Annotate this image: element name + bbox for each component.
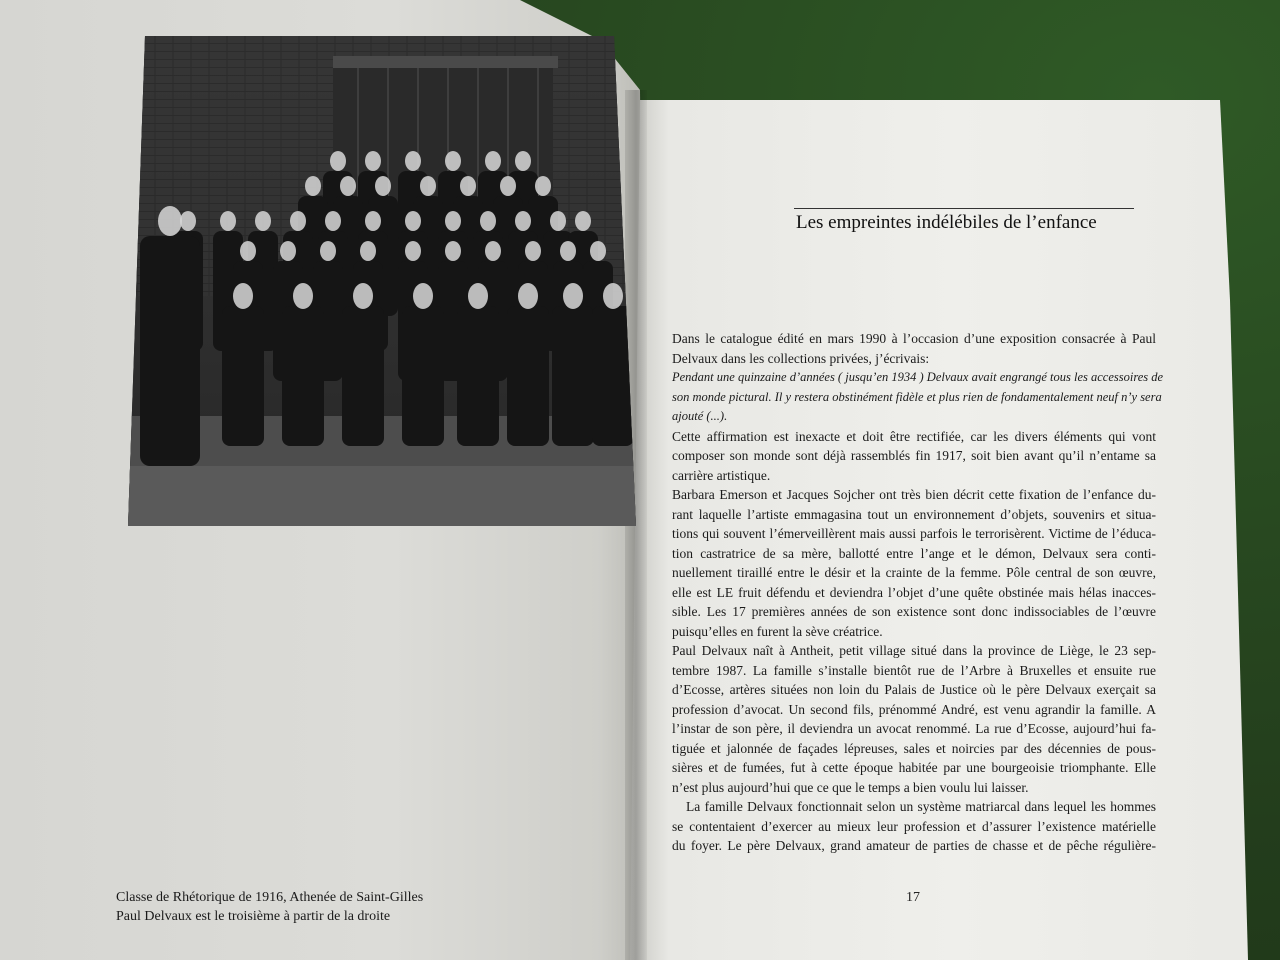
person-face	[480, 211, 496, 231]
text-line: composer son monde sont déjà rassemblés fin 1917, soit bien avant qu’il n’entame sa	[672, 448, 1156, 463]
person-face	[468, 283, 488, 309]
text-line: Cette affirmation est inexacte et doit être rectifiée, car les divers éléments qui vont	[672, 428, 1156, 444]
paragraph-quote	[672, 368, 1164, 427]
text-line: sible. Les 17 premières années de son existence sont donc indissociables de l’œuvre	[672, 604, 1156, 619]
person-face	[305, 176, 321, 196]
text-line: Delvaux dans les collections privées, j’écrivais:	[672, 350, 930, 366]
person-body	[342, 306, 384, 446]
person-face	[255, 211, 271, 231]
person-face	[293, 283, 313, 309]
text-line: La famille Delvaux fonctionnait selon un système matriarcal dans lequel les hommes	[686, 799, 1156, 814]
person-face	[180, 211, 196, 231]
person-face	[365, 151, 381, 171]
paragraph-emerson	[672, 485, 1156, 641]
person-body	[457, 306, 499, 446]
person-face	[515, 211, 531, 231]
text-line: tions qui souvent l’émerveillèrent mais aussi parfois le terrorisèrent. Victime de l’éduca-	[672, 526, 1156, 541]
text-line: son monde pictural. Il y restera obstinément fidèle et plus rien de fondamentalement neuf n’y sera	[672, 389, 1162, 404]
person-face	[525, 241, 541, 261]
text-line: nuellement tiraillé entre le désir et la crainte de la femme. Pôle central de son œuvre,	[672, 565, 1156, 580]
class-photograph	[128, 36, 636, 526]
text-line: d’Ecosse, artères situées non loin du Palais de Justice où le père Delvaux exerçait sa	[672, 682, 1156, 697]
text-line: Barbara Emerson et Jacques Sojcher ont très bien décrit cette fixation de l’enfance du-	[672, 487, 1156, 502]
body-text	[672, 329, 1164, 856]
person-face	[485, 151, 501, 171]
text-line: ajouté (...).	[672, 409, 728, 423]
person-face	[485, 241, 501, 261]
person-face	[445, 241, 461, 261]
text-line: tembre 1987. La famille s’installe bientôt rue de l’Arbre à Bruxelles et ensuite rue	[672, 662, 1156, 678]
chapter-title: Les empreintes indélébiles de l’enfance	[796, 212, 1097, 233]
person-face	[515, 151, 531, 171]
text-line: Dans le catalogue édité en mars 1990 à l’occasion d’une exposition consacrée à Paul	[672, 331, 1156, 346]
person-face	[590, 241, 606, 261]
person-face	[420, 176, 436, 196]
photo-caption	[116, 888, 423, 926]
person-face	[405, 151, 421, 171]
person-face	[233, 283, 253, 309]
person-face	[290, 211, 306, 231]
text-line: sières et de fumées, fut à cette époque habitée par une bourgeoisie triomphante. Elle	[672, 760, 1156, 775]
person-body	[552, 306, 594, 446]
person-face	[575, 211, 591, 231]
text-line: carrière artistique.	[672, 467, 771, 483]
text-line: du foyer. Le père Delvaux, grand amateur de parties de chasse et de pêche régulière-	[672, 838, 1156, 853]
text-line: se contentaient d’exercer au mieux leur profession et d’assurer l’existence matérielle	[672, 818, 1156, 834]
person-body	[282, 306, 324, 446]
person-face	[500, 176, 516, 196]
person-face	[240, 241, 256, 261]
person-body	[402, 306, 444, 446]
person-face	[330, 151, 346, 171]
text-line: n’est plus aujourd’hui que ce que le temps a bien voulu lui laisser.	[672, 779, 1029, 795]
person-face	[550, 211, 566, 231]
person-face	[563, 283, 583, 309]
caption-line-2: Paul Delvaux est le troisième à partir de la droite	[116, 909, 391, 924]
person-face	[460, 176, 476, 196]
text-line: puisqu’elles en furent la sève créatrice.	[672, 623, 883, 639]
person-face	[445, 151, 461, 171]
page-number: 17	[906, 890, 920, 905]
person-body	[140, 236, 200, 466]
text-line: Paul Delvaux naît à Antheit, petit village situé dans la province de Liège, le 23 sep-	[672, 643, 1156, 658]
text-line: elle est LE fruit défendu et deviendra l’objet d’une quête obstinée mais hélas inacces-	[672, 584, 1156, 600]
text-line: tion castratrice de sa mère, ballotté entre l’ange et le démon, Delvaux sera conti-	[672, 545, 1156, 561]
text-line: Pendant une quinzaine d’années ( jusqu’en 1934 ) Delvaux avait engrangé tous les accessoires de	[672, 370, 1164, 384]
person-face	[535, 176, 551, 196]
person-face	[320, 241, 336, 261]
person-face	[158, 206, 182, 236]
person-face	[340, 176, 356, 196]
person-face	[375, 176, 391, 196]
person-face	[413, 283, 433, 309]
text-line: l’instar de son père, il deviendra un avocat renommé. La rue d’Ecosse, aujourd’hui fa-	[672, 721, 1156, 736]
paragraph-birth	[672, 641, 1156, 856]
text-line: profession d’avocat. Un second fils, prénommé André, est venu agrandir la famille. A	[672, 701, 1156, 717]
paragraph-intro	[672, 329, 1156, 368]
text-line: rant laquelle l’artiste emmagasina tout un environnement d’objets, souvenirs et situa-	[672, 506, 1156, 522]
caption-line-1: Classe de Rhétorique de 1916, Athenée de Saint-Gilles	[116, 890, 424, 905]
person-face	[518, 283, 538, 309]
person-face	[365, 211, 381, 231]
paragraph-correction	[672, 427, 1156, 486]
text-line: tiguée et jalonnée de façades lépreuses, sales et noircies par des décennies de pous-	[672, 740, 1156, 756]
title-rule	[794, 208, 1134, 209]
person-face	[280, 241, 296, 261]
person-face	[220, 211, 236, 231]
person-face	[360, 241, 376, 261]
person-face	[405, 241, 421, 261]
person-face	[405, 211, 421, 231]
person-body	[222, 306, 264, 446]
person-face	[445, 211, 461, 231]
person-body	[507, 306, 549, 446]
person-face	[560, 241, 576, 261]
person-face	[325, 211, 341, 231]
person-face	[603, 283, 623, 309]
person-face	[353, 283, 373, 309]
